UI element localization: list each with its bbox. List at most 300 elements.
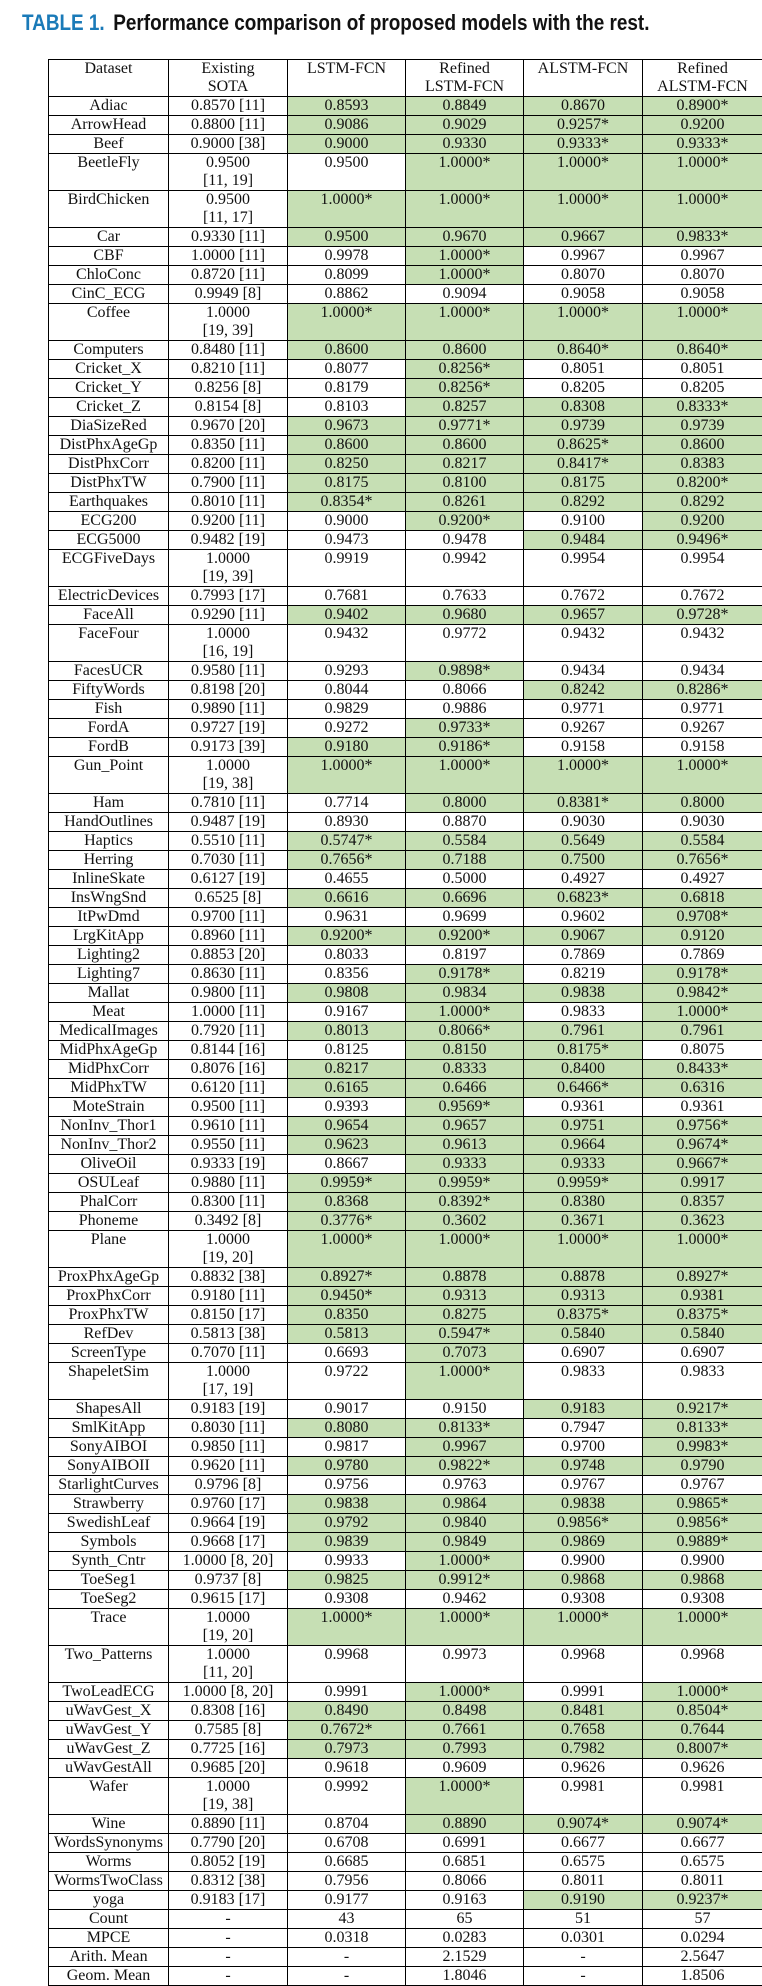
refined-lstm-fcn-cell: 0.9967 (406, 1438, 524, 1457)
existing-sota-cell: 0.8210 [11] (169, 360, 288, 379)
refined-alstm-fcn-cell: 1.0000* (643, 757, 762, 794)
dataset-cell: ItPwDmd (49, 908, 169, 927)
lstm-fcn-cell: 0.5747* (288, 832, 406, 851)
existing-sota-cell: 1.0000 [17, 19] (169, 1363, 288, 1400)
lstm-fcn-cell: 0.8930 (288, 813, 406, 832)
refined-alstm-fcn-cell: 0.8640* (643, 341, 762, 360)
table-row (49, 1702, 762, 1721)
table-row (49, 965, 762, 984)
existing-sota-cell: 1.0000 [11] (169, 247, 288, 266)
refined-alstm-fcn-cell: 0.9381 (643, 1287, 762, 1306)
dataset-cell: MoteStrain (49, 1098, 169, 1117)
table-row (49, 851, 762, 870)
refined-alstm-fcn-cell: 0.8927* (643, 1268, 762, 1287)
refined-alstm-fcn-cell: 0.9667* (643, 1155, 762, 1174)
refined-lstm-fcn-cell: 0.9029 (406, 116, 524, 135)
refined-alstm-fcn-cell: 0.9767 (643, 1476, 762, 1495)
refined-alstm-fcn-cell: 0.9756* (643, 1117, 762, 1136)
lstm-fcn-cell: 0.9017 (288, 1400, 406, 1419)
refined-alstm-fcn-cell: 0.9865* (643, 1495, 762, 1514)
refined-lstm-fcn-cell: 0.9886 (406, 700, 524, 719)
table-row (49, 455, 762, 474)
refined-alstm-fcn-cell: 0.9967 (643, 247, 762, 266)
dataset-cell: OliveOil (49, 1155, 169, 1174)
dataset-cell: FiftyWords (49, 681, 169, 700)
dataset-cell: DistPhxAgeGp (49, 436, 169, 455)
refined-lstm-fcn-cell: 0.9333 (406, 1155, 524, 1174)
dataset-cell: Synth_Cntr (49, 1552, 169, 1571)
lstm-fcn-cell: 0.9500 (288, 154, 406, 191)
lstm-fcn-cell: 0.9500 (288, 228, 406, 247)
table-row (49, 1079, 762, 1098)
refined-alstm-fcn-cell: 0.8075 (643, 1041, 762, 1060)
refined-alstm-fcn-cell: 0.9981 (643, 1778, 762, 1815)
table-row (49, 587, 762, 606)
dataset-cell: WordsSynonyms (49, 1834, 169, 1853)
header-dataset: Dataset (49, 60, 169, 97)
refined-alstm-fcn-cell: 0.7644 (643, 1721, 762, 1740)
dataset-cell: Gun_Point (49, 757, 169, 794)
refined-alstm-fcn-cell: 0.9626 (643, 1759, 762, 1778)
existing-sota-cell: 0.7810 [11] (169, 794, 288, 813)
table-row (49, 97, 762, 116)
refined-alstm-fcn-cell: 1.8506 (643, 1967, 762, 1986)
lstm-fcn-cell: 0.9968 (288, 1646, 406, 1683)
refined-lstm-fcn-cell: 0.6851 (406, 1853, 524, 1872)
refined-lstm-fcn-cell: 0.8849 (406, 97, 524, 116)
lstm-fcn-cell: 0.9829 (288, 700, 406, 719)
refined-alstm-fcn-cell: 0.7656* (643, 851, 762, 870)
lstm-fcn-cell: 0.9308 (288, 1590, 406, 1609)
table-row (49, 1344, 762, 1363)
lstm-fcn-cell: 1.0000* (288, 1231, 406, 1268)
alstm-fcn-cell: 0.4927 (524, 870, 643, 889)
existing-sota-cell: 1.0000 [19, 38] (169, 1778, 288, 1815)
refined-lstm-fcn-cell: 1.0000* (406, 1609, 524, 1646)
alstm-fcn-cell: 1.0000* (524, 304, 643, 341)
existing-sota-cell: 0.5813 [38] (169, 1325, 288, 1344)
existing-sota-cell: 0.8480 [11] (169, 341, 288, 360)
alstm-fcn-cell: 0.8625* (524, 436, 643, 455)
table-row (49, 908, 762, 927)
existing-sota-cell: 0.9000 [38] (169, 135, 288, 154)
refined-alstm-fcn-cell: 1.0000* (643, 1003, 762, 1022)
table-row (49, 1325, 762, 1344)
alstm-fcn-cell: 0.9602 (524, 908, 643, 927)
lstm-fcn-cell: 43 (288, 1910, 406, 1929)
refined-lstm-fcn-cell: 0.8000 (406, 794, 524, 813)
refined-alstm-fcn-cell: 0.9833 (643, 1363, 762, 1400)
refined-lstm-fcn-cell: 0.9657 (406, 1117, 524, 1136)
lstm-fcn-cell: 0.9933 (288, 1552, 406, 1571)
table-row (49, 550, 762, 587)
table-row (49, 1022, 762, 1041)
alstm-fcn-cell: 0.6907 (524, 1344, 643, 1363)
refined-lstm-fcn-cell: 0.9613 (406, 1136, 524, 1155)
lstm-fcn-cell: 0.8033 (288, 946, 406, 965)
existing-sota-cell: 0.6525 [8] (169, 889, 288, 908)
dataset-cell: HandOutlines (49, 813, 169, 832)
alstm-fcn-cell: 0.9484 (524, 531, 643, 550)
table-row (49, 1533, 762, 1552)
dataset-cell: InlineSkate (49, 870, 169, 889)
existing-sota-cell: 0.9880 [11] (169, 1174, 288, 1193)
lstm-fcn-cell: 1.0000* (288, 1609, 406, 1646)
lstm-fcn-cell: 0.8600 (288, 341, 406, 360)
refined-alstm-fcn-cell: 0.8433* (643, 1060, 762, 1079)
refined-lstm-fcn-cell: 0.9864 (406, 1495, 524, 1514)
existing-sota-cell: 0.9890 [11] (169, 700, 288, 719)
refined-alstm-fcn-cell: 0.9674* (643, 1136, 762, 1155)
table-row (49, 794, 762, 813)
existing-sota-cell: 0.9333 [19] (169, 1155, 288, 1174)
lstm-fcn-cell: 0.6693 (288, 1344, 406, 1363)
table-row (49, 1778, 762, 1815)
alstm-fcn-cell: 0.9700 (524, 1438, 643, 1457)
existing-sota-cell: 0.9330 [11] (169, 228, 288, 247)
refined-alstm-fcn-cell: 0.9842* (643, 984, 762, 1003)
alstm-fcn-cell: 0.9954 (524, 550, 643, 587)
table-row (49, 191, 762, 228)
existing-sota-cell: 0.9173 [39] (169, 738, 288, 757)
dataset-cell: StarlightCurves (49, 1476, 169, 1495)
refined-alstm-fcn-cell: 0.8200* (643, 474, 762, 493)
existing-sota-cell: 1.0000 [8, 20] (169, 1683, 288, 1702)
alstm-fcn-cell: 0.9664 (524, 1136, 643, 1155)
dataset-cell: Phoneme (49, 1212, 169, 1231)
header-refined-alstm-fcn: Refined ALSTM-FCN (643, 60, 762, 97)
table-row (49, 738, 762, 757)
alstm-fcn-cell: 1.0000* (524, 191, 643, 228)
refined-alstm-fcn-cell: 1.0000* (643, 1683, 762, 1702)
existing-sota-cell: 0.8256 [8] (169, 379, 288, 398)
alstm-fcn-cell: 0.9967 (524, 247, 643, 266)
refined-alstm-fcn-cell: 0.9120 (643, 927, 762, 946)
existing-sota-cell: 0.9180 [11] (169, 1287, 288, 1306)
table-row (49, 1646, 762, 1683)
existing-sota-cell: 0.7790 [20] (169, 1834, 288, 1853)
dataset-cell: uWavGest_Z (49, 1740, 169, 1759)
alstm-fcn-cell: 51 (524, 1910, 643, 1929)
refined-alstm-fcn-cell: 1.0000* (643, 304, 762, 341)
dataset-cell: ToeSeg1 (49, 1571, 169, 1590)
table-row (49, 719, 762, 738)
dataset-cell: Count (49, 1910, 169, 1929)
alstm-fcn-cell: 0.9751 (524, 1117, 643, 1136)
dataset-cell: uWavGest_X (49, 1702, 169, 1721)
table-row (49, 870, 762, 889)
lstm-fcn-cell: 0.8250 (288, 455, 406, 474)
refined-alstm-fcn-cell: 0.4927 (643, 870, 762, 889)
refined-alstm-fcn-cell: 0.8070 (643, 266, 762, 285)
existing-sota-cell: 1.0000 [19, 39] (169, 304, 288, 341)
table-row (49, 360, 762, 379)
header-alstm-fcn: ALSTM-FCN (524, 60, 643, 97)
alstm-fcn-cell: 0.9333 (524, 1155, 643, 1174)
existing-sota-cell: 0.8154 [8] (169, 398, 288, 417)
existing-sota-cell: 0.9200 [11] (169, 512, 288, 531)
refined-alstm-fcn-cell: 0.9074* (643, 1815, 762, 1834)
alstm-fcn-cell: 0.9333* (524, 135, 643, 154)
alstm-fcn-cell: 0.7982 (524, 1740, 643, 1759)
refined-lstm-fcn-cell: 1.0000* (406, 191, 524, 228)
refined-alstm-fcn-cell: 0.9771 (643, 700, 762, 719)
refined-lstm-fcn-cell: 1.0000* (406, 1552, 524, 1571)
existing-sota-cell: 0.7070 [11] (169, 1344, 288, 1363)
refined-lstm-fcn-cell: 0.7073 (406, 1344, 524, 1363)
table-row (49, 1400, 762, 1419)
table-row (49, 398, 762, 417)
dataset-cell: Strawberry (49, 1495, 169, 1514)
dataset-cell: DistPhxCorr (49, 455, 169, 474)
alstm-fcn-cell: 0.9030 (524, 813, 643, 832)
header-existing-sota: Existing SOTA (169, 60, 288, 97)
alstm-fcn-cell: 0.8070 (524, 266, 643, 285)
alstm-fcn-cell: 0.9739 (524, 417, 643, 436)
refined-alstm-fcn-cell: 0.9267 (643, 719, 762, 738)
alstm-fcn-cell: 0.9869 (524, 1533, 643, 1552)
lstm-fcn-cell: 0.9393 (288, 1098, 406, 1117)
alstm-fcn-cell: 0.9991 (524, 1683, 643, 1702)
refined-lstm-fcn-cell: 1.0000* (406, 757, 524, 794)
existing-sota-cell: 0.9500 [11] (169, 1098, 288, 1117)
table-row (49, 700, 762, 719)
existing-sota-cell: 0.9183 [17] (169, 1891, 288, 1910)
header-refined-lstm-fcn: Refined LSTM-FCN (406, 60, 524, 97)
alstm-fcn-cell: 0.7500 (524, 851, 643, 870)
existing-sota-cell: 0.9949 [8] (169, 285, 288, 304)
dataset-cell: FaceFour (49, 625, 169, 662)
refined-alstm-fcn-cell: 0.5584 (643, 832, 762, 851)
existing-sota-cell: 0.8960 [11] (169, 927, 288, 946)
alstm-fcn-cell: 0.3671 (524, 1212, 643, 1231)
table-row (49, 681, 762, 700)
table-row (49, 512, 762, 531)
refined-alstm-fcn-cell: 0.7869 (643, 946, 762, 965)
lstm-fcn-cell: 0.6165 (288, 1079, 406, 1098)
existing-sota-cell: 0.7920 [11] (169, 1022, 288, 1041)
refined-lstm-fcn-cell: 1.0000* (406, 304, 524, 341)
table-row (49, 1212, 762, 1231)
dataset-cell: ToeSeg2 (49, 1590, 169, 1609)
table-row (49, 417, 762, 436)
dataset-cell: ECGFiveDays (49, 550, 169, 587)
refined-lstm-fcn-cell: 0.9313 (406, 1287, 524, 1306)
table-row (49, 1609, 762, 1646)
refined-alstm-fcn-cell: 0.9900 (643, 1552, 762, 1571)
refined-lstm-fcn-cell: 0.5947* (406, 1325, 524, 1344)
dataset-cell: Herring (49, 851, 169, 870)
existing-sota-cell: 0.8800 [11] (169, 116, 288, 135)
refined-lstm-fcn-cell: 0.9478 (406, 531, 524, 550)
table-row (49, 266, 762, 285)
lstm-fcn-cell: 0.9817 (288, 1438, 406, 1457)
lstm-fcn-cell: 0.9722 (288, 1363, 406, 1400)
refined-lstm-fcn-cell: 0.8600 (406, 436, 524, 455)
alstm-fcn-cell: 0.9981 (524, 1778, 643, 1815)
dataset-cell: DiaSizeRed (49, 417, 169, 436)
dataset-cell: OSULeaf (49, 1174, 169, 1193)
table-row (49, 285, 762, 304)
lstm-fcn-cell: 0.9200* (288, 927, 406, 946)
alstm-fcn-cell: 0.8242 (524, 681, 643, 700)
alstm-fcn-cell: 0.8205 (524, 379, 643, 398)
alstm-fcn-cell: 1.0000* (524, 1609, 643, 1646)
lstm-fcn-cell: 0.7681 (288, 587, 406, 606)
lstm-fcn-cell: 0.9473 (288, 531, 406, 550)
alstm-fcn-cell: 0.5649 (524, 832, 643, 851)
existing-sota-cell: 0.7585 [8] (169, 1721, 288, 1740)
alstm-fcn-cell: 0.9838 (524, 1495, 643, 1514)
table-row (49, 625, 762, 662)
existing-sota-cell: 0.8010 [11] (169, 493, 288, 512)
refined-alstm-fcn-cell: 0.9790 (643, 1457, 762, 1476)
table-row (49, 927, 762, 946)
lstm-fcn-cell: 0.8350 (288, 1306, 406, 1325)
refined-lstm-fcn-cell: 2.1529 (406, 1948, 524, 1967)
refined-lstm-fcn-cell: 0.8066 (406, 681, 524, 700)
lstm-fcn-cell: 0.9000 (288, 135, 406, 154)
table-row (49, 984, 762, 1003)
existing-sota-cell: 0.9668 [17] (169, 1533, 288, 1552)
existing-sota-cell: 0.9727 [19] (169, 719, 288, 738)
refined-lstm-fcn-cell: 0.8133* (406, 1419, 524, 1438)
dataset-cell: FordB (49, 738, 169, 757)
refined-lstm-fcn-cell: 0.9609 (406, 1759, 524, 1778)
table-row (49, 1174, 762, 1193)
lstm-fcn-cell: 0.9086 (288, 116, 406, 135)
existing-sota-cell: 0.7725 [16] (169, 1740, 288, 1759)
existing-sota-cell: 0.8350 [11] (169, 436, 288, 455)
dataset-cell: MidPhxAgeGp (49, 1041, 169, 1060)
dataset-cell: Symbols (49, 1533, 169, 1552)
lstm-fcn-cell: 0.9654 (288, 1117, 406, 1136)
table-row (49, 1476, 762, 1495)
existing-sota-cell: 0.7030 [11] (169, 851, 288, 870)
refined-lstm-fcn-cell: 0.9898* (406, 662, 524, 681)
dataset-cell: uWavGestAll (49, 1759, 169, 1778)
existing-sota-cell: 0.6127 [19] (169, 870, 288, 889)
lstm-fcn-cell: 0.8354* (288, 493, 406, 512)
existing-sota-cell: 1.0000 [19, 20] (169, 1231, 288, 1268)
lstm-fcn-cell: 0.0318 (288, 1929, 406, 1948)
lstm-fcn-cell: 0.6708 (288, 1834, 406, 1853)
existing-sota-cell: 0.8308 [16] (169, 1702, 288, 1721)
existing-sota-cell: 0.9760 [17] (169, 1495, 288, 1514)
refined-alstm-fcn-cell: 0.8000 (643, 794, 762, 813)
alstm-fcn-cell: 0.8481 (524, 1702, 643, 1721)
refined-lstm-fcn-cell: 0.8066 (406, 1872, 524, 1891)
refined-alstm-fcn-cell: 57 (643, 1910, 762, 1929)
table-row (49, 493, 762, 512)
alstm-fcn-cell: 0.6677 (524, 1834, 643, 1853)
alstm-fcn-cell: 0.9308 (524, 1590, 643, 1609)
refined-lstm-fcn-cell: 0.6466 (406, 1079, 524, 1098)
lstm-fcn-cell: 0.8125 (288, 1041, 406, 1060)
existing-sota-cell: 0.8890 [11] (169, 1815, 288, 1834)
existing-sota-cell: 0.9620 [11] (169, 1457, 288, 1476)
table-row (49, 832, 762, 851)
alstm-fcn-cell: 0.9100 (524, 512, 643, 531)
lstm-fcn-cell: 0.9808 (288, 984, 406, 1003)
lstm-fcn-cell: 0.9825 (288, 1571, 406, 1590)
dataset-cell: CBF (49, 247, 169, 266)
existing-sota-cell: 0.8052 [19] (169, 1853, 288, 1872)
lstm-fcn-cell: 0.9978 (288, 247, 406, 266)
table-row (49, 1759, 762, 1778)
lstm-fcn-cell: 1.0000* (288, 304, 406, 341)
alstm-fcn-cell: 0.9257* (524, 116, 643, 135)
alstm-fcn-cell: 0.9434 (524, 662, 643, 681)
refined-alstm-fcn-cell: 0.8375* (643, 1306, 762, 1325)
existing-sota-cell: 0.8198 [20] (169, 681, 288, 700)
table-row (49, 1287, 762, 1306)
refined-alstm-fcn-cell: 0.6316 (643, 1079, 762, 1098)
refined-alstm-fcn-cell: 1.0000* (643, 191, 762, 228)
alstm-fcn-cell: 0.9158 (524, 738, 643, 757)
dataset-cell: InsWngSnd (49, 889, 169, 908)
existing-sota-cell: 0.9850 [11] (169, 1438, 288, 1457)
dataset-cell: Adiac (49, 97, 169, 116)
existing-sota-cell: 0.9487 [19] (169, 813, 288, 832)
dataset-cell: NonInv_Thor1 (49, 1117, 169, 1136)
lstm-fcn-cell: 0.8593 (288, 97, 406, 116)
dataset-cell: Car (49, 228, 169, 247)
existing-sota-cell: 0.8150 [17] (169, 1306, 288, 1325)
table-row (49, 1306, 762, 1325)
dataset-cell: ArrowHead (49, 116, 169, 135)
refined-alstm-fcn-cell: 0.9833* (643, 228, 762, 247)
lstm-fcn-cell: 0.9959* (288, 1174, 406, 1193)
existing-sota-cell: 0.9615 [17] (169, 1590, 288, 1609)
table-caption-text: Performance comparison of proposed models with the rest. (113, 10, 649, 35)
refined-lstm-fcn-cell: 1.0000* (406, 266, 524, 285)
existing-sota-cell: 1.0000 [16, 19] (169, 625, 288, 662)
alstm-fcn-cell: 0.9833 (524, 1003, 643, 1022)
table-row (49, 1041, 762, 1060)
refined-lstm-fcn-cell: 0.9200* (406, 927, 524, 946)
table-row (49, 946, 762, 965)
refined-alstm-fcn-cell: 0.7961 (643, 1022, 762, 1041)
refined-lstm-fcn-cell: 0.9959* (406, 1174, 524, 1193)
alstm-fcn-cell: 0.6575 (524, 1853, 643, 1872)
dataset-cell: TwoLeadECG (49, 1683, 169, 1702)
lstm-fcn-cell: 0.9780 (288, 1457, 406, 1476)
refined-lstm-fcn-cell: 0.8066* (406, 1022, 524, 1041)
lstm-fcn-cell: 0.3776* (288, 1212, 406, 1231)
existing-sota-cell: 0.9183 [19] (169, 1400, 288, 1419)
alstm-fcn-cell: 0.0301 (524, 1929, 643, 1948)
existing-sota-cell: 0.9482 [19] (169, 531, 288, 550)
refined-alstm-fcn-cell: 0.8133* (643, 1419, 762, 1438)
alstm-fcn-cell: 0.9767 (524, 1476, 643, 1495)
refined-lstm-fcn-cell: 0.8217 (406, 455, 524, 474)
alstm-fcn-cell: 0.8175* (524, 1041, 643, 1060)
dataset-cell: CinC_ECG (49, 285, 169, 304)
refined-lstm-fcn-cell: 0.9834 (406, 984, 524, 1003)
refined-lstm-fcn-cell: 0.8150 (406, 1041, 524, 1060)
alstm-fcn-cell: 0.9657 (524, 606, 643, 625)
existing-sota-cell: - (169, 1929, 288, 1948)
refined-lstm-fcn-cell: 0.9330 (406, 135, 524, 154)
dataset-cell: Worms (49, 1853, 169, 1872)
dataset-cell: ProxPhxAgeGp (49, 1268, 169, 1287)
dataset-cell: Fish (49, 700, 169, 719)
lstm-fcn-cell: 0.8044 (288, 681, 406, 700)
table-row (49, 1495, 762, 1514)
alstm-fcn-cell: 0.7947 (524, 1419, 643, 1438)
existing-sota-cell: 0.9500 [11, 19] (169, 154, 288, 191)
